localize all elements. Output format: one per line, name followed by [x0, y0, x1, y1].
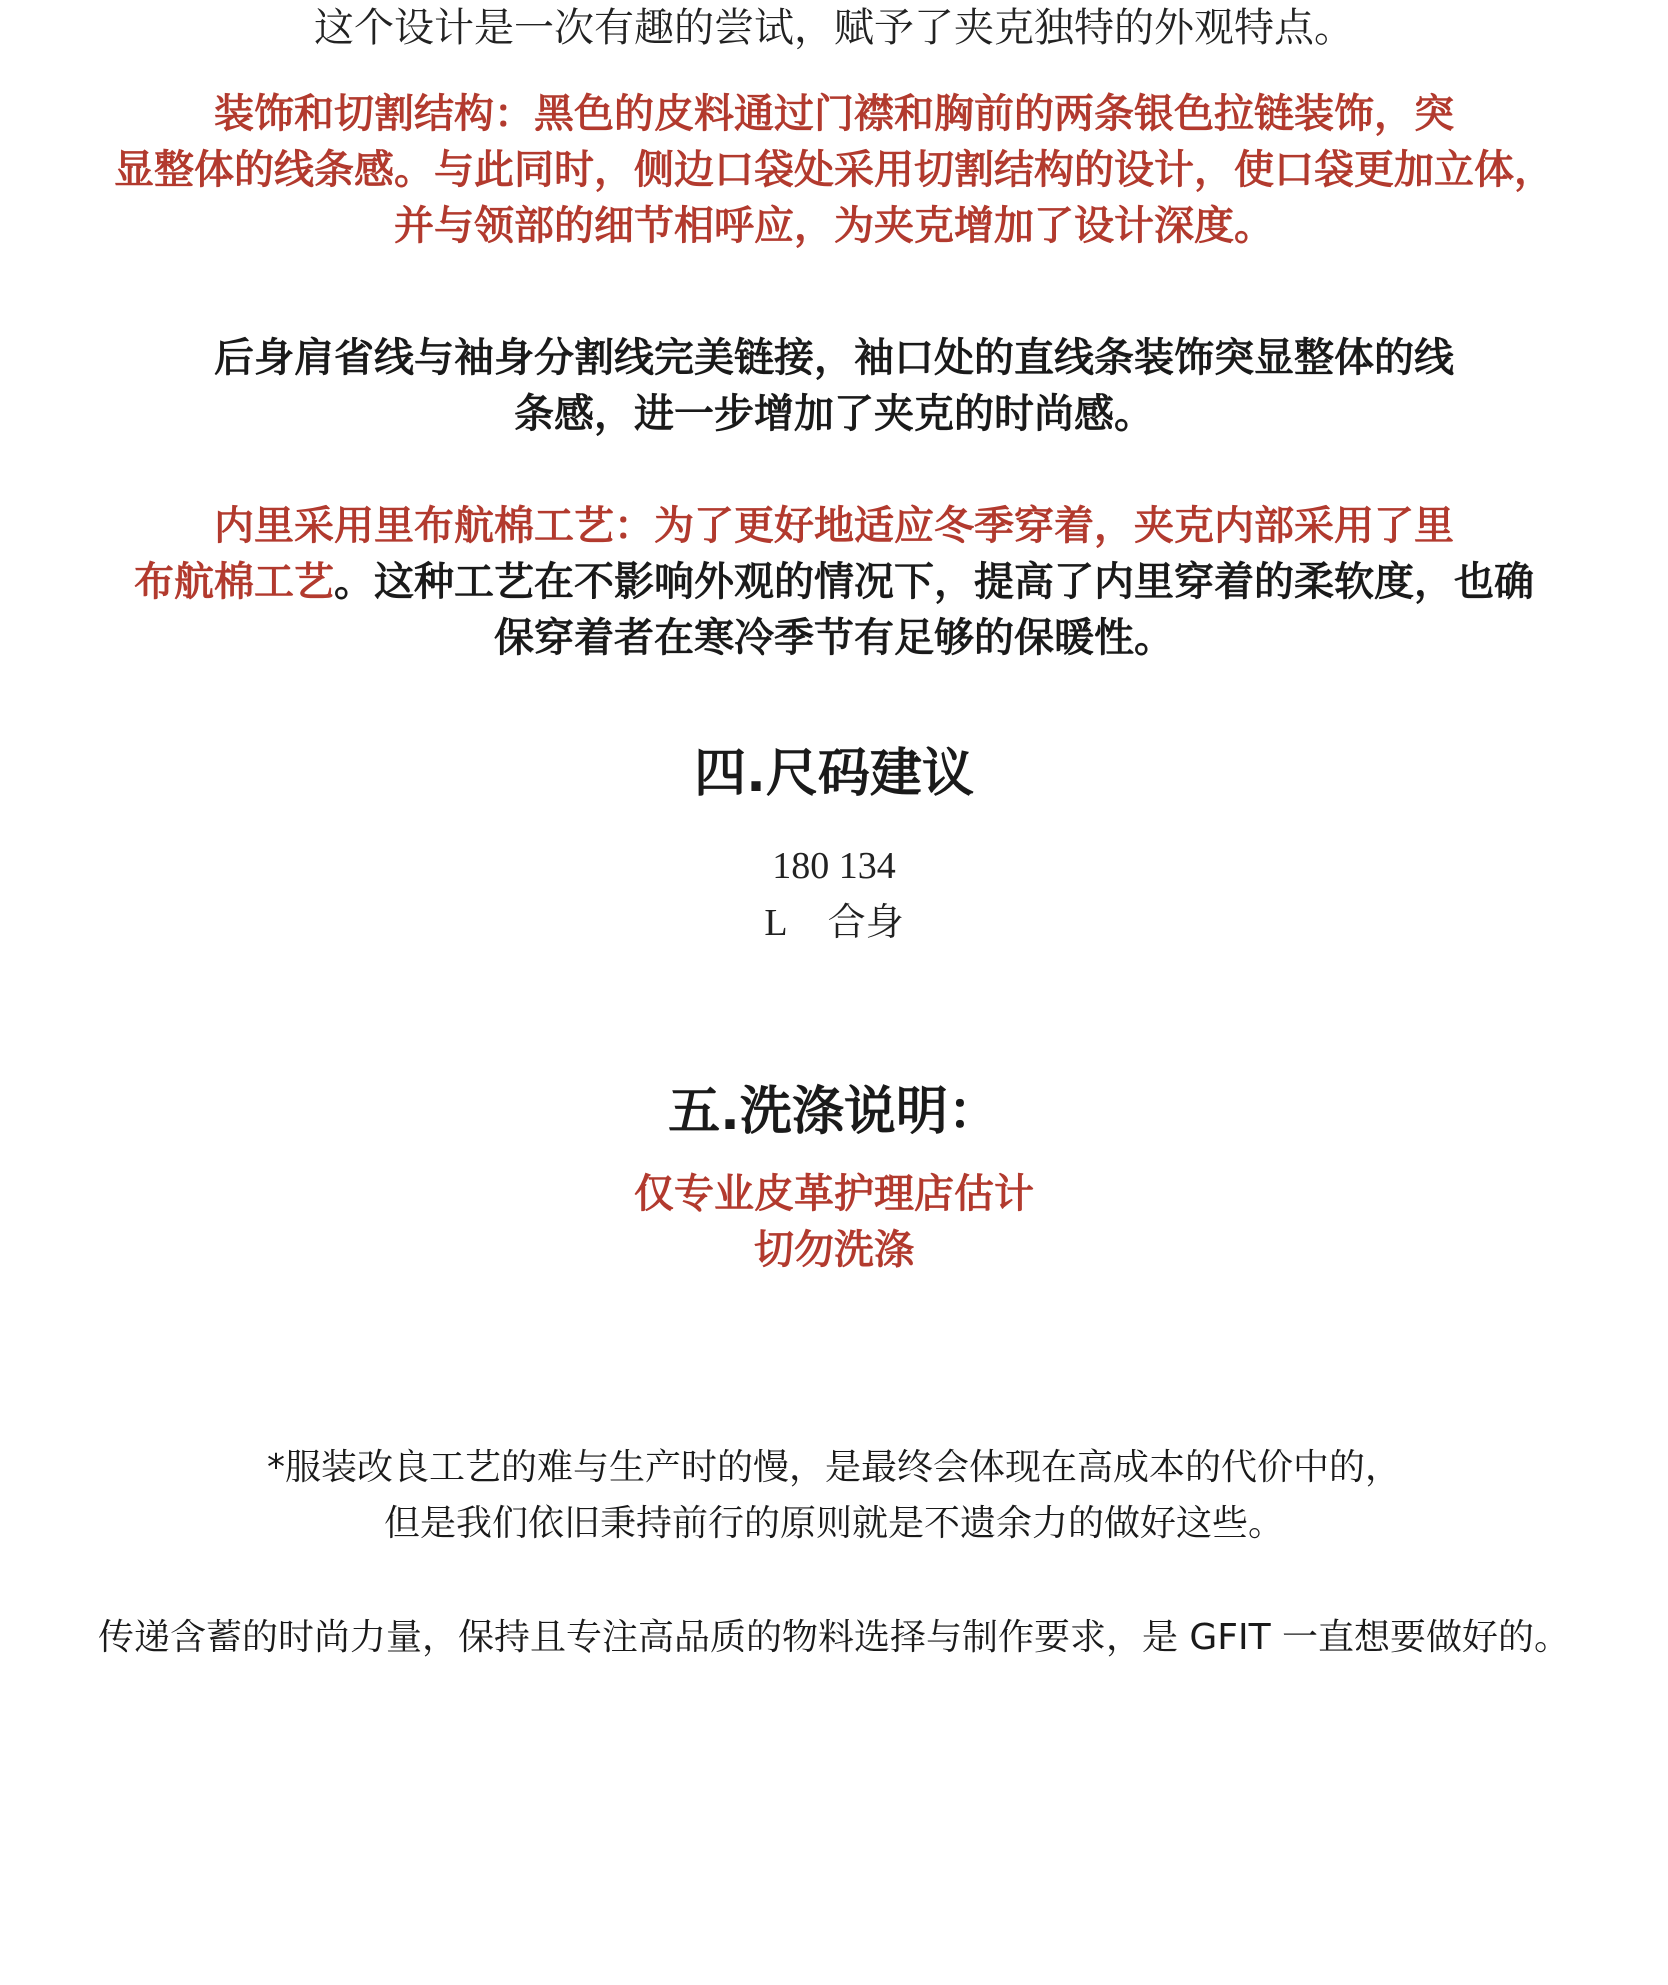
wash-instructions	[0, 1166, 1668, 1278]
lining-line-2-highlight: 布航棉工艺	[134, 559, 334, 605]
size-recommendation	[0, 838, 1668, 951]
wash-line-2: 切勿洗涤	[754, 1227, 914, 1273]
back-line-2: 条感，进一步增加了夹克的时尚感。	[514, 391, 1154, 437]
intro-paragraph	[60, 0, 1608, 56]
decoration-line-2: 显整体的线条感。与此同时，侧边口袋处采用切割结构的设计，使口袋更加立体，	[114, 147, 1554, 193]
closing-statement	[0, 1610, 1668, 1666]
lining-line-3: 保穿着者在寒冷季节有足够的保暖性。	[494, 615, 1174, 661]
footnote-line-1: *服装改良工艺的难与生产时的慢，是最终会体现在高成本的代价中的，	[266, 1447, 1401, 1488]
size-label: L	[764, 902, 788, 944]
footnote-line-2: 但是我们依旧秉持前行的原则就是不遗余力的做好这些。	[383, 1503, 1284, 1544]
size-measurements: 180 134	[772, 845, 896, 887]
size-fit-row	[0, 894, 1668, 951]
back-line-1: 后身肩省线与袖身分割线完美链接，袖口处的直线条装饰突显整体的线	[214, 335, 1454, 381]
decoration-line-3: 并与领部的细节相呼应，为夹克增加了设计深度。	[394, 203, 1274, 249]
decoration-paragraph	[60, 86, 1608, 254]
footnote	[0, 1440, 1668, 1552]
lining-line-2	[60, 554, 1608, 610]
closing-line-1: 传递含蓄的时尚力量，保持且专注高品质的物料选择与制作要求，是 GFIT 一直想要做好的。	[97, 1617, 1571, 1658]
lining-line-1: 内里采用里布航棉工艺：为了更好地适应冬季穿着，夹克内部采用了里	[214, 503, 1454, 549]
wash-heading: 五.洗涤说明：	[668, 1082, 1000, 1142]
lining-line-2-rest: 。这种工艺在不影响外观的情况下，提高了内里穿着的柔软度，也确	[334, 559, 1534, 605]
fit-label: 合身	[827, 900, 904, 944]
size-heading: 四.尺码建议	[694, 744, 974, 804]
intro-line-1: 这个设计是一次有趣的尝试，赋予了夹克独特的外观特点。	[314, 5, 1354, 51]
back-design-paragraph	[60, 330, 1608, 442]
lining-paragraph	[60, 498, 1608, 666]
decoration-line-1: 装饰和切割结构：黑色的皮料通过门襟和胸前的两条银色拉链装饰，突	[214, 91, 1454, 137]
wash-line-1: 仅专业皮革护理店估计	[634, 1171, 1034, 1217]
